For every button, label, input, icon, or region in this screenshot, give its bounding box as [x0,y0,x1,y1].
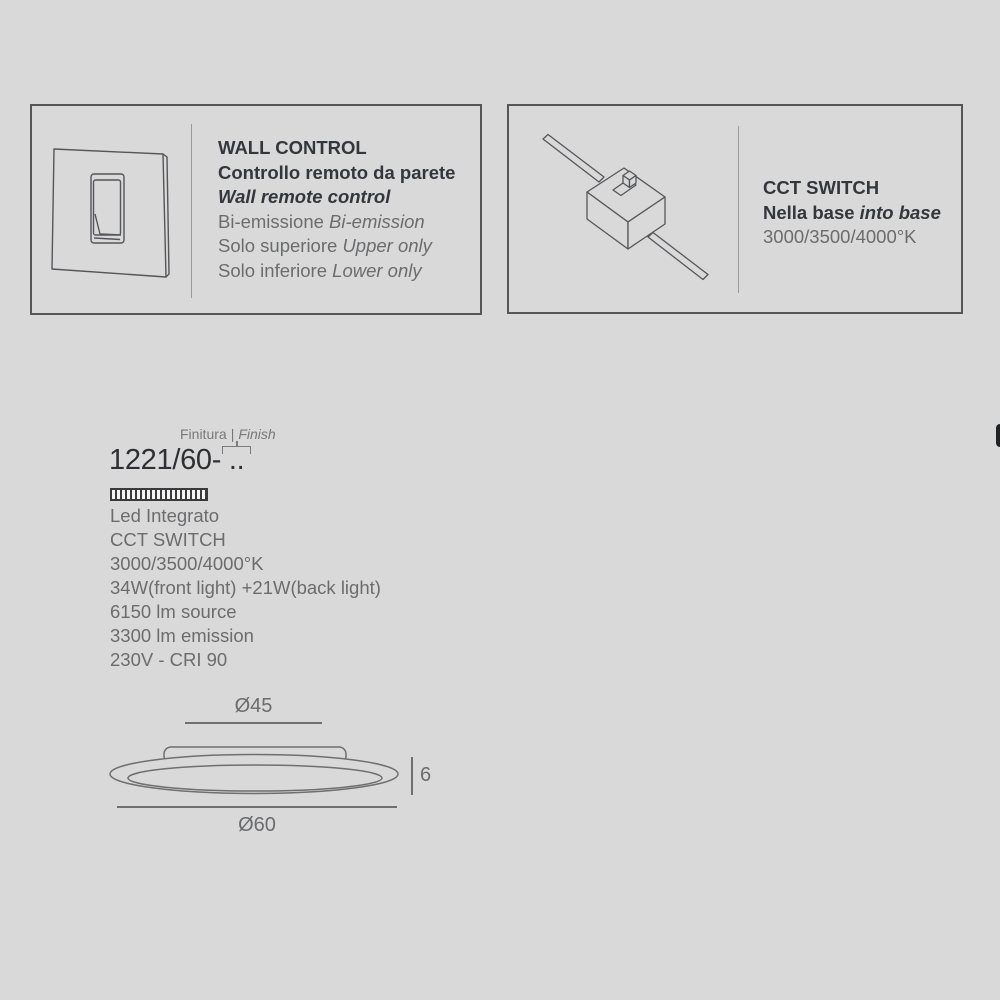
spec-list [110,504,381,672]
top-dimension-line [185,722,322,724]
spec-line: 34W(front light) +21W(back light) [110,577,381,598]
spec-line: CCT SWITCH [110,529,226,550]
wall-control-title: WALL CONTROL [218,137,367,158]
spec-line: 3000/3500/4000°K [110,553,264,574]
cct-switch-box [507,104,963,314]
product-code: 1221/60- .. [109,444,245,476]
cct-switch-subtitle: Nella base into base [763,201,941,223]
wall-control-subtitle-en: Wall remote control [218,186,391,207]
finish-label-en: Finish [238,426,276,442]
wall-control-feature2: Solo superiore Upper only [218,235,432,256]
wall-switch-icon [48,142,176,284]
finish-label-separator: | [230,426,235,442]
cord-switch-icon [521,118,726,303]
height-dimension-line [411,757,413,795]
lamp-profile-drawing [100,735,440,810]
cct-box-divider [738,126,739,293]
wall-control-feature1: Bi-emissione Bi-emission [218,210,425,232]
spec-line: 3300 lm emission [110,625,254,646]
finish-label [180,426,276,442]
cct-switch-text [763,176,941,250]
cct-switch-title: CCT SWITCH [763,177,880,198]
height-label: 6 [420,764,432,786]
wall-control-box [30,104,482,315]
bottom-dimension-line [117,806,397,808]
wall-control-text [218,136,455,283]
wall-control-feature3: Solo inferiore Lower only [218,259,422,281]
spec-line: 6150 lm source [110,601,237,622]
edge-clipped-glyph [996,424,1000,447]
finish-label-it: Finitura [180,426,227,442]
spec-line: Led Integrato [110,505,220,526]
spec-line: 230V - CRI 90 [110,649,228,670]
wall-control-subtitle-it: Controllo remoto da parete [218,161,456,183]
bottom-diameter-label: Ø60 [238,814,276,836]
top-diameter-label: Ø45 [234,695,273,717]
finish-swatch [110,488,208,501]
wall-box-divider [191,124,192,298]
cct-switch-kelvin: 3000/3500/4000°K [763,226,917,247]
